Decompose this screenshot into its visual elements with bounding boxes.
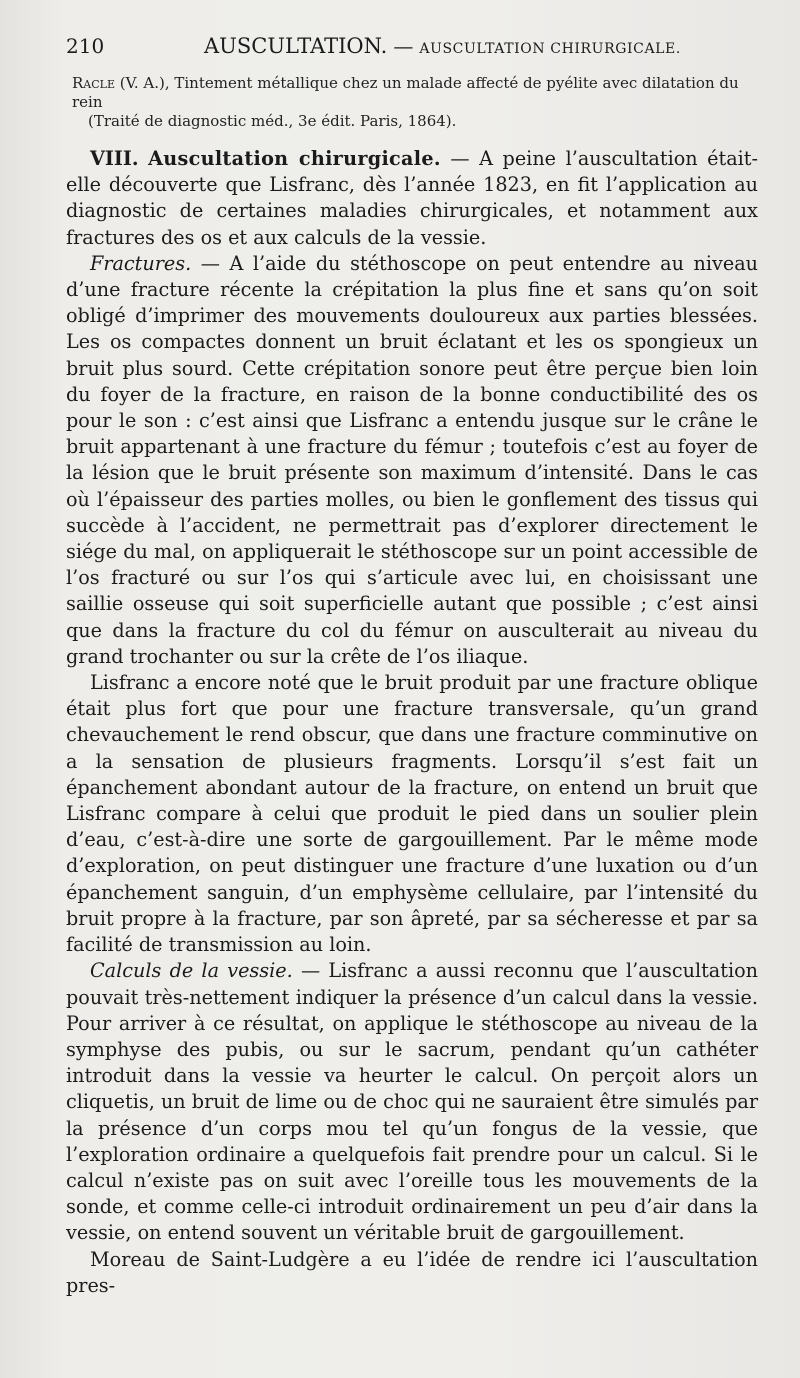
reference-author: Racle — [72, 74, 115, 92]
fractures-text: — A l’aide du stéthoscope on peut entendre au niveau d’une fracture récente la crépitation la plus fine et sans qu’on soit obligé d’imprimer des mouvements douloureux aux parties blessées. Les os compactes donnent un bruit éclatant et les os spongieux un bruit plus sourd. Cette crépitation sonore peut être perçue bien loin du foyer de la fracture, en raison de la bonne conductibilité des os pour le son : c’est ainsi que Lisfranc a entendu jusque sur le crâne le bruit appartenant à une fracture du fémur ; toutefois c’est au foyer de la lésion que le bruit présente son maximum d’intensité. Dans le cas où l’épaisseur des parties molles, ou bien le gonflement des tissus qui succède à l’accident, ne permettrait pas d’explorer directement le siége du mal, on appliquerait le stéthoscope sur un point accessible de l’os fracturé ou sur l’os qui s’articule avec lui, en choisissant une saillie osseuse qui soit superficielle autant que possible ; c’est ainsi que dans la fracture du col du fémur on ausculterait au niveau du grand trochanter ou sur la crête de l’os iliaque. — [66, 251, 758, 668]
section-title: Auscultation chirurgicale. — [148, 147, 441, 170]
running-title-main: AUSCULTATION. — [204, 34, 388, 58]
moreau-paragraph: Moreau de Saint-Ludgère a eu l’idée de rendre ici l’auscultation pres- — [66, 1247, 758, 1297]
calculs-paragraph — [66, 958, 758, 1246]
reference-entry — [72, 74, 762, 131]
running-header — [66, 34, 756, 62]
main-text — [66, 146, 758, 1299]
running-title-separator: — — [393, 34, 414, 58]
section-intro-paragraph — [66, 146, 758, 251]
page-number: 210 — [66, 34, 105, 58]
section-intro-text: — A peine l’auscultation était-elle découverte que Lisfranc, dès l’année 1823, en fit l’application au diagnostic de certaines maladies chirurgicales, et notamment aux fractures des os et aux calculs de la vessie. — [66, 147, 758, 249]
running-title — [204, 34, 681, 58]
calculs-text: — Lisfranc a aussi reconnu que l’auscultation pouvait très-nettement indiquer la présence d’un calcul dans la vessie. Pour arriver à ce résultat, on applique le stéthoscope au niveau de la symphyse des pubis, ou sur le sacrum, pendant qu’un cathéter introduit dans la vessie va heurter le calcul. On perçoit alors un cliquetis, un bruit de lime ou de choc qui ne sauraient être simulés par la présence d’un corps mou tel qu’un fongus de la vessie, que l’exploration ordinaire a quelquefois fait prendre pour un calcul. Si le calcul n’existe pas on suit avec l’oreille tous les mouvements de la sonde, et comme celle-ci introduit ordinairement un peu d’air dans la vessie, on entend souvent un véritable bruit de gargouillement. — [66, 959, 758, 1245]
reference-line-2: (Traité de diagnostic méd., 3e édit. Paris, 1864). — [88, 112, 457, 130]
reference-line-1 — [72, 74, 762, 112]
section-number: VIII. — [90, 147, 139, 170]
fractures-heading: Fractures. — [90, 251, 192, 275]
calculs-heading: Calculs de la vessie. — [90, 959, 293, 983]
lisfranc-paragraph: Lisfranc a encore noté que le bruit produit par une fracture oblique était plus fort que pour une fracture transversale, qu’un grand chevauchement le rend obscur, que dans une fracture comminutive on a la sensation de plusieurs fragments. Lorsqu’il s’est fait un épanchement abondant autour de la fracture, on entend un bruit que Lisfranc compare à celui que produit le pied dans un soulier plein d’eau, c’est-à-dire une sorte de gargouillement. Par le même mode d’exploration, on peut distinguer une fracture d’une luxation ou d’un épanchement sanguin, d’un emphysème cellulaire, par l’intensité du bruit propre à la fracture, par son âpreté, par sa sécheresse et par sa facilité de transmission au loin. — [66, 671, 758, 957]
running-subtitle: AUSCULTATION CHIRURGICALE. — [419, 41, 681, 57]
fractures-paragraph — [66, 251, 758, 670]
reference-text: (V. A.), Tintement métallique chez un malade affecté de pyélite avec dilatation du rein — [72, 74, 739, 111]
